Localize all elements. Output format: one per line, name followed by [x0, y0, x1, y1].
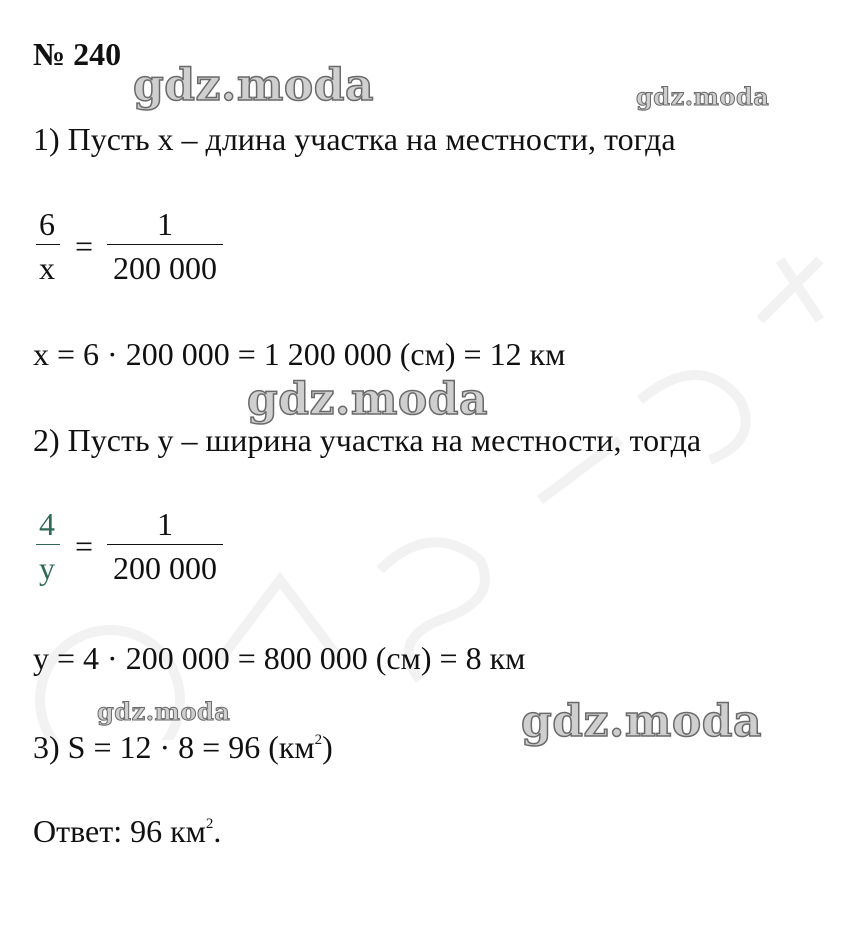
equals-sign: = — [75, 528, 94, 564]
step3-exponent: 2 — [314, 732, 323, 748]
step2-right-denominator: 200 000 — [113, 550, 217, 586]
answer-suffix: . — [213, 813, 222, 849]
fraction-bar — [107, 244, 223, 245]
step1-left-denominator: x — [39, 250, 55, 286]
answer-exponent: 2 — [205, 816, 214, 832]
answer-prefix: Ответ: 96 км — [33, 813, 206, 849]
step3-calculation — [33, 731, 333, 763]
step3-prefix: 3) S = 12 · 8 = 96 (км — [33, 729, 315, 765]
step1-right-numerator: 1 — [157, 206, 173, 242]
watermark-logo: gdz.moda — [133, 60, 375, 111]
problem-number: № 240 — [33, 36, 122, 72]
step1-left-numerator: 6 — [39, 206, 55, 242]
step2-right-numerator: 1 — [157, 506, 173, 542]
answer — [33, 815, 221, 847]
equals-sign: = — [75, 228, 94, 264]
step3-suffix: ) — [322, 729, 333, 765]
step2-left-numerator: 4 — [39, 506, 55, 542]
step1-intro: 1) Пусть x – длина участка на местности, тогда — [33, 121, 676, 157]
step1-proportion — [33, 208, 233, 288]
fraction-bar — [36, 544, 60, 545]
step2-calculation: y = 4 · 200 000 = 800 000 (см) = 8 км — [33, 640, 526, 676]
step1-right-denominator: 200 000 — [113, 250, 217, 286]
watermark-logo: gdz.moda — [97, 697, 231, 726]
step2-left-denominator: y — [39, 550, 55, 586]
fraction-bar — [36, 244, 60, 245]
fraction-bar — [107, 544, 223, 545]
step1-calculation: x = 6 · 200 000 = 1 200 000 (см) = 12 км — [33, 336, 566, 372]
watermark-logo: gdz.moda — [521, 696, 763, 747]
step2-intro: 2) Пусть y – ширина участка на местности, тогда — [33, 422, 702, 458]
watermark-logo: gdz.moda — [247, 374, 489, 425]
watermark-logo: gdz.moda — [636, 82, 770, 111]
step2-proportion — [33, 508, 233, 588]
